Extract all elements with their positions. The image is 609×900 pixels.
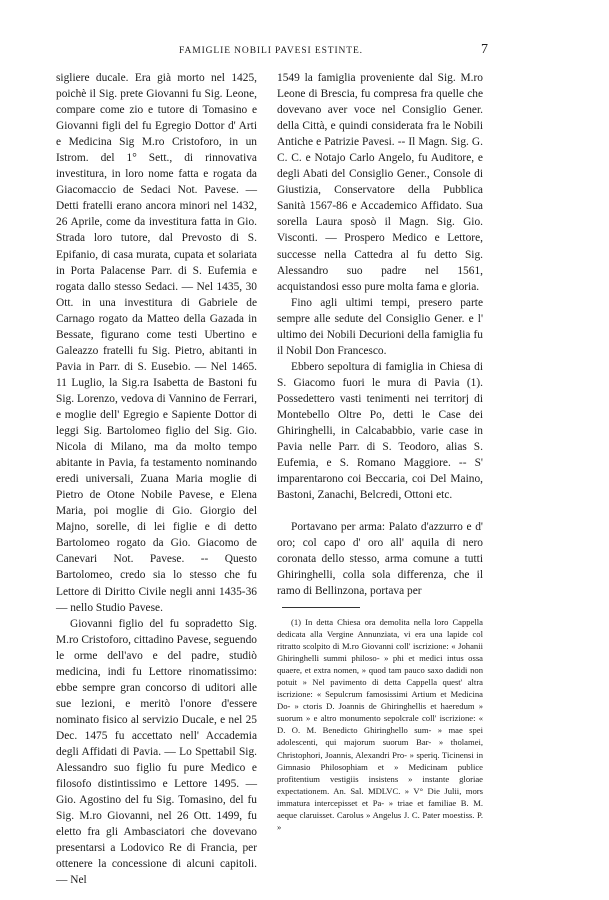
running-head: FAMIGLIE NOBILI PAVESI ESTINTE. [179, 46, 363, 56]
right-paragraph-1: 1549 la famiglia proveniente dal Sig. M.ro Leone di Brescia, fu compresa fra quelle che dovevano aver voce nel Consiglio Gener. della Città, e quindi considerata fra le Nobili Antiche e Patrizie Pavesi. -- Il Magn. Sig. G. C. C. e Notajo Carlo Angelo, fu Auditore, e degli Abati del Consiglio Gener., Console di Giustizia, Conservatore della Pubblica Sanità 1567-86 e Accademico Affidato. Sua sorella Laura sposò il Magn. Sig. Gio. Visconti. — Prospero Medico e Lettore, successe nella Cattedra al fu detto Sig. Alessandro suo padre nel 1561, acquistandosi esso pure molta fama e gloria. [277, 72, 483, 293]
right-paragraph-4: Portavano per arma: Palato d'azzurro e d' oro; col capo d' oro all' aquila di nero coronata dello stesso, arma comune a tutti Ghiringhelli, colla sola differenza, che il ramo di Bellinzona, portava per [277, 521, 483, 598]
right-paragraph-3: Ebbero sepoltura di famiglia in Chiesa di S. Giacomo fuori le mura di Pavia (1). Possedettero vasti tenimenti nei territorj di Montebello Oltre Po, detti le Case dei Ghiringhelli, in Calcababbio, varie case in Pavia nelle Parr. di S. Teodoro, alias S. Eufemia, e S. Romano Maggiore. -- S' imparentarono coi Beccaria, coi Del Maino, Bastoni, Zanachi, Belcredi, Ottoni etc. [277, 360, 483, 502]
right-column [277, 70, 483, 833]
footnote-text: (1) In detta Chiesa ora demolita nella loro Cappella dedicata alla Vergine Annunziata, vi era una lapide col ritratto scolpito di M.ro Giovanni coll' iscrizione: « Johanii Ghiringhelli summi philoso- » phi et medici intus ossa quaere, et extra nomen, » quod tam pauco saxo dadidi non potuit » Nel pavimento di detta Cappella quest' altra iscrizione: « Sepulcrum famosissimi Artium et Medicina Do- » ctoris D. Joannis de Ghiringhellis et haeredum » suorum » e altro monumento sepolcrale coll' iscrizione: « D. O. M. Benedicto Ghiringhello sum- » mae spei adolescenti, qui majorum suorum Bar- » tholamei, Christophori, Joannis, Alexandri Pro- » speriq. Ticinensi in Gimnasio Philosophiam et » Medicinam publice profitentium vestigiis insistens » instante gloriae expectationem. An. Sal. MDLVC. » V° Die Julii, mors immatura intercepisset et Pa- » triae et familiae B. M. aeque claruisset. Carolus » Angelus J. C. Pater moestiss. P. » [277, 616, 483, 833]
page-number: 7 [481, 42, 488, 57]
left-paragraph-2: Giovanni figlio del fu sopradetto Sig. M.ro Cristoforo, cittadino Pavese, seguendo le orme dell'avo e del padre, studiò medicina, indi fu Lettore rinomatissimo: ebbe sempre gran concorso di uditori alle sue lezioni, e meritò l'onore d'essere nominato fisico al servizio Ducale, e nel 25 Dec. 1475 fu accettato nell' Accademia degli Affidati di Pavia. — Lo Spettabil Sig. Alessandro suo figlio fu pure Medico e filosofo distintissimo e Lettore 1495. — Gio. Agostino del fu Sig. Tomasino, del fu Sig. M.ro Giovanni, nel 26 Ott. 1499, fu eletto fra gli Ambasciatori che dovevano presentarsi a Lodovico Re di Francia, per ottenere la concessione di alcuni capitoli. — Nel [56, 617, 257, 887]
page-header [56, 42, 486, 62]
footnote [277, 616, 483, 834]
paragraph-gap [277, 503, 483, 519]
left-paragraph-1: sigliere ducale. Era già morto nel 1425, poichè il Sig. prete Giovanni fu Sig. Leone, compare come zio e tutore di Tomasino e Giovanni figli del fu Egregio Dottor d' Arti e Medicina Sig M.ro Cristoforo, in un Istrom. del 1° Sett., di rinnovativa investitura, in loro nome fatta e rogata da Giacomaccio de Sedaci Not. Pavese. — Detti fratelli erano ancora minori nel 1432, 26 Aprile, come da investitura fatta in Gio. Strada loro tutore, dal Prevosto di S. Epifanio, di casa murata, cupata et solariata in Porta Palacense Parr. di S. Eufemia e rogata dallo stesso Sedaci. — Nel 1435, 30 Ott. in una investitura di Gabriele de Carnago rogato da Matteo della Gazada in Bessate, figurano come testi Ubertino e Galeazzo fratelli fu Sig. Pietro, abitanti in Pavia in Parr. di S. Eusebio. — Nel 1465. 11 Luglio, la Sig.ra Isabetta de Bastoni fu Sig. Lorenzo, vedova di Vannino de Ferrari, e moglie dell' Egregio e Sapiente Dottor di leggi Sig. Bartolomeo figlio del Sig. Gio. Nicola di Milano, ma da molto tempo abitante in Pavia, fa testamento nominando eredi universali, Zuana Maria moglie di Pietro de Otone Nobile Pavese, e Elena Maria, poi moglie di Gio. Giorgio del Majno, sorelle, di lei figlie e di detto Bartolomeo rogato da Gio. Giacomo de Canevari Not. Pavese. -- Questo Bartolomeo, credo sia lo stesso che fu Lettore di Diritto Civile negli anni 1435-36 — nello Studio Pavese. [56, 72, 257, 614]
footnote-rule [282, 607, 360, 608]
right-paragraph-2: Fino agli ultimi tempi, presero parte sempre alle sedute del Consiglio Gener. e l' ultimo dei Nobili Decurioni della famiglia fu il Nobil Don Francesco. [277, 296, 483, 357]
left-column [56, 70, 257, 888]
